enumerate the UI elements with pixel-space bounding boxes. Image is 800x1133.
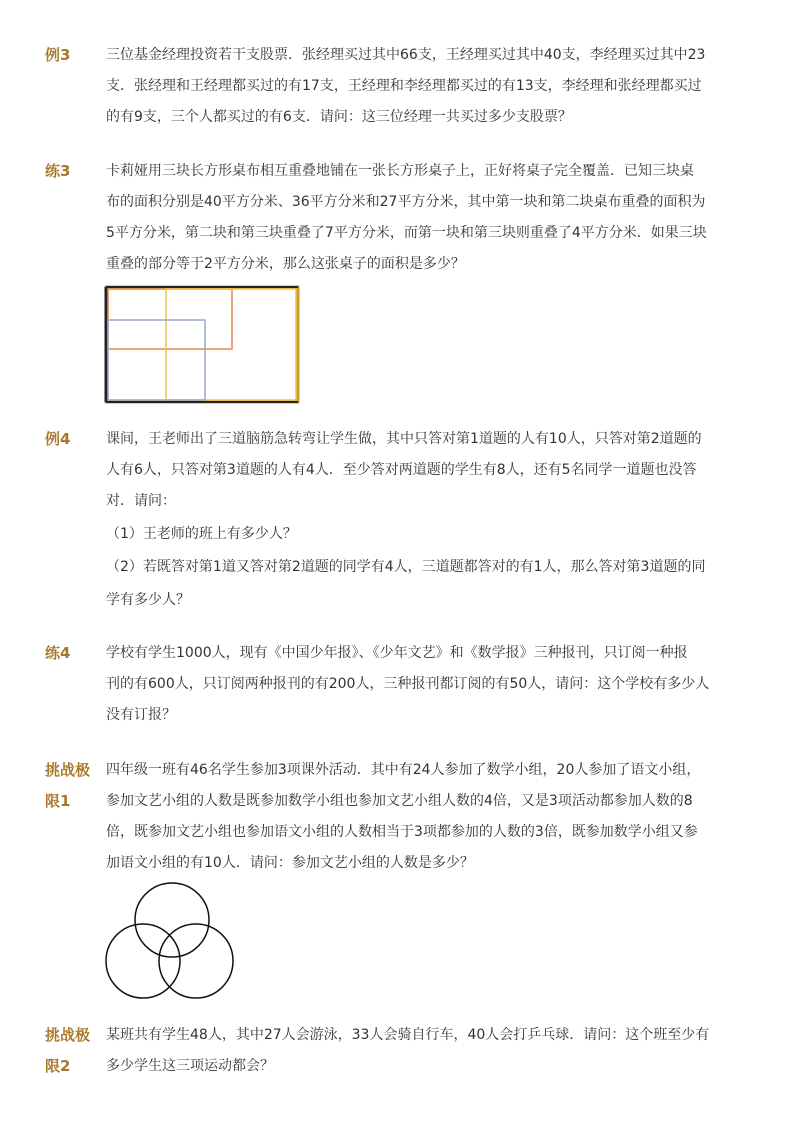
problem-line: 没有订报？ [106,707,176,723]
problem-text [106,424,718,616]
cloth-rect-orange [108,289,232,349]
cloth-rect-blue [108,320,205,400]
problem-line: 四年级一班有46名学生参加3项课外活动．其中有24人参加了数学小组，20人参加了语文小组， [106,762,701,778]
venn-circle-top [135,883,209,957]
problem-line: 5平方分米，第二块和第三块重叠了7平方分米，而第一块和第三块则重叠了4平方分米．如果三块 [106,225,707,241]
problem-line: 布的面积分别是40平方分米、36平方分米和27平方分米，其中第一块和第二块桌布重叠的面积为 [106,194,706,210]
table-outline [106,287,298,402]
problem-text [106,156,718,280]
problem-label-line: 挑战极 [45,1026,91,1044]
problem-line: 人有6人，只答对第3道题的人有4人．至少答对两道题的学生有8人，还有5名同学一道题也没答 [106,462,697,478]
problem-label [45,1020,100,1082]
cloth-rect-yellow [166,289,296,400]
problem-label-line: 限2 [45,1057,71,1075]
problem-label: 练4 [45,644,71,662]
problem-line: 参加文艺小组的人数是既参加数学小组也参加文艺小组人数的4倍，又是3项活动都参加人数的8 [106,793,693,809]
problem-line: 多少学生这三项运动都会？ [106,1058,274,1074]
problem-line: 学有多少人？ [106,592,190,608]
problem-label: 例3 [45,46,71,64]
problem-line: 课间，王老师出了三道脑筋急转弯让学生做，其中只答对第1道题的人有10人，只答对第2道题的 [106,431,702,447]
problem-label [45,755,100,817]
problem-label-line: 限1 [45,792,71,810]
problem-label: 例4 [45,430,71,448]
problem-line: 支．张经理和王经理都买过的有17支，王经理和李经理都买过的有13支，李经理和张经理都买过 [106,78,702,94]
problem-subquestion: （2）若既答对第1道又答对第2道题的同学有4人，三道题都答对的有1人，那么答对第3道题的同 [106,559,706,575]
problem-line: 卡莉娅用三块长方形桌布相互重叠地铺在一张长方形桌子上，正好将桌子完全覆盖．已知三块桌 [106,163,694,179]
problem-line: 刊的有600人，只订阅两种报刊的有200人，三种报刊都订阅的有50人，请问：这个学校有多少人 [106,676,710,692]
problem-line: 倍，既参加文艺小组也参加语文小组的人数相当于3项都参加的人数的3倍，既参加数学小组又参 [106,824,698,840]
problem-line: 的有9支，三个人都买过的有6支．请问：这三位经理一共买过多少支股票？ [106,109,572,125]
problem-label-line: 挑战极 [45,761,91,779]
venn-diagram [104,882,236,1002]
problem-line: 学校有学生1000人，现有《中国少年报》、《少年文艺》和《数学报》三种报刊，只订阅一种报 [106,645,688,661]
tablecloth-diagram [104,285,300,404]
problem-line: 重叠的部分等于2平方分米，那么这张桌子的面积是多少？ [106,256,465,272]
problem-label: 练3 [45,162,71,180]
problem-text [106,1020,718,1082]
problem-line: 对．请问： [106,493,176,509]
problem-text [106,638,718,731]
problem-subquestion: （1）王老师的班上有多少人？ [106,526,297,542]
problem-line: 加语文小组的有10人．请问：参加文艺小组的人数是多少？ [106,855,474,871]
problem-text [106,40,718,133]
venn-circle-right [159,924,233,998]
problem-line: 三位基金经理投资若干支股票．张经理买过其中66支，王经理买过其中40支，李经理买过其中23 [106,47,706,63]
problem-text [106,755,718,879]
problem-line: 某班共有学生48人，其中27人会游泳，33人会骑自行车，40人会打乒乓球．请问：这个班至少有 [106,1027,710,1043]
